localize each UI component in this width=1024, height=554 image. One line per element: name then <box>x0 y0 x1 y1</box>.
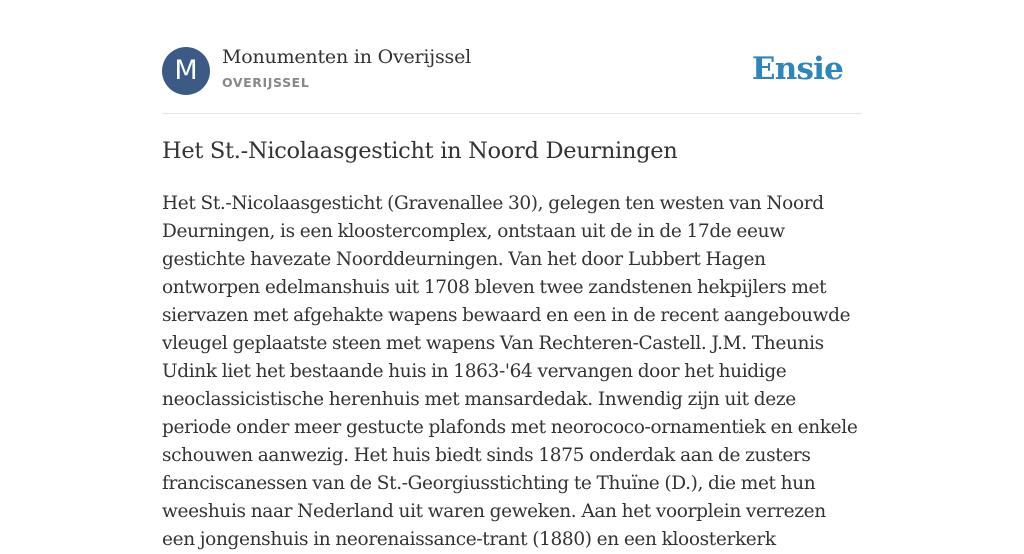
source-category-link[interactable]: OVERIJSSEL <box>222 75 310 90</box>
article-body: Het St.-Nicolaasgesticht (Gravenallee 30), gelegen ten westen van Noord Deurningen, is een kloostercomplex, ontstaan uit de in de 17de eeuw gestichte havezate Noorddeurningen. Van het door Lubbert Hagen ontworpen edelmanshuis uit 1708 bleven twee zandstenen hekpijlers met siervazen met afgehakte wapens bewaard en een in de recent aangebouwde vleugel geplaatste steen met wapens Van Rechteren-Castell. J.M. Theunis Udink liet het bestaande huis in 1863-'64 vervangen door het huidige neoclassicistische herenhuis met mansardedak. Inwendig zijn uit deze periode onder meer gestucte plafonds met neorococo-ornamentiek en enkele schouwen aanwezig. Het huis biedt sinds 1875 onderdak aan de zusters franciscanessen van de St.-Georgiusstichting te Thuïne (D.), die met hun weeshuis naar Nederland uit waren geweken. Aan het voorplein verrezen een jongenshuis in neorenaissance-trant (1880) en een kloosterkerk <box>162 193 858 550</box>
header-divider <box>162 113 862 114</box>
source-title-link[interactable]: Monumenten in Overijssel <box>222 46 472 68</box>
source-header <box>162 46 862 96</box>
brand-logo[interactable]: Ensie <box>751 51 843 87</box>
article-title: Het St.-Nicolaasgesticht in Noord Deurningen <box>162 138 678 164</box>
avatar[interactable]: M <box>162 47 210 95</box>
